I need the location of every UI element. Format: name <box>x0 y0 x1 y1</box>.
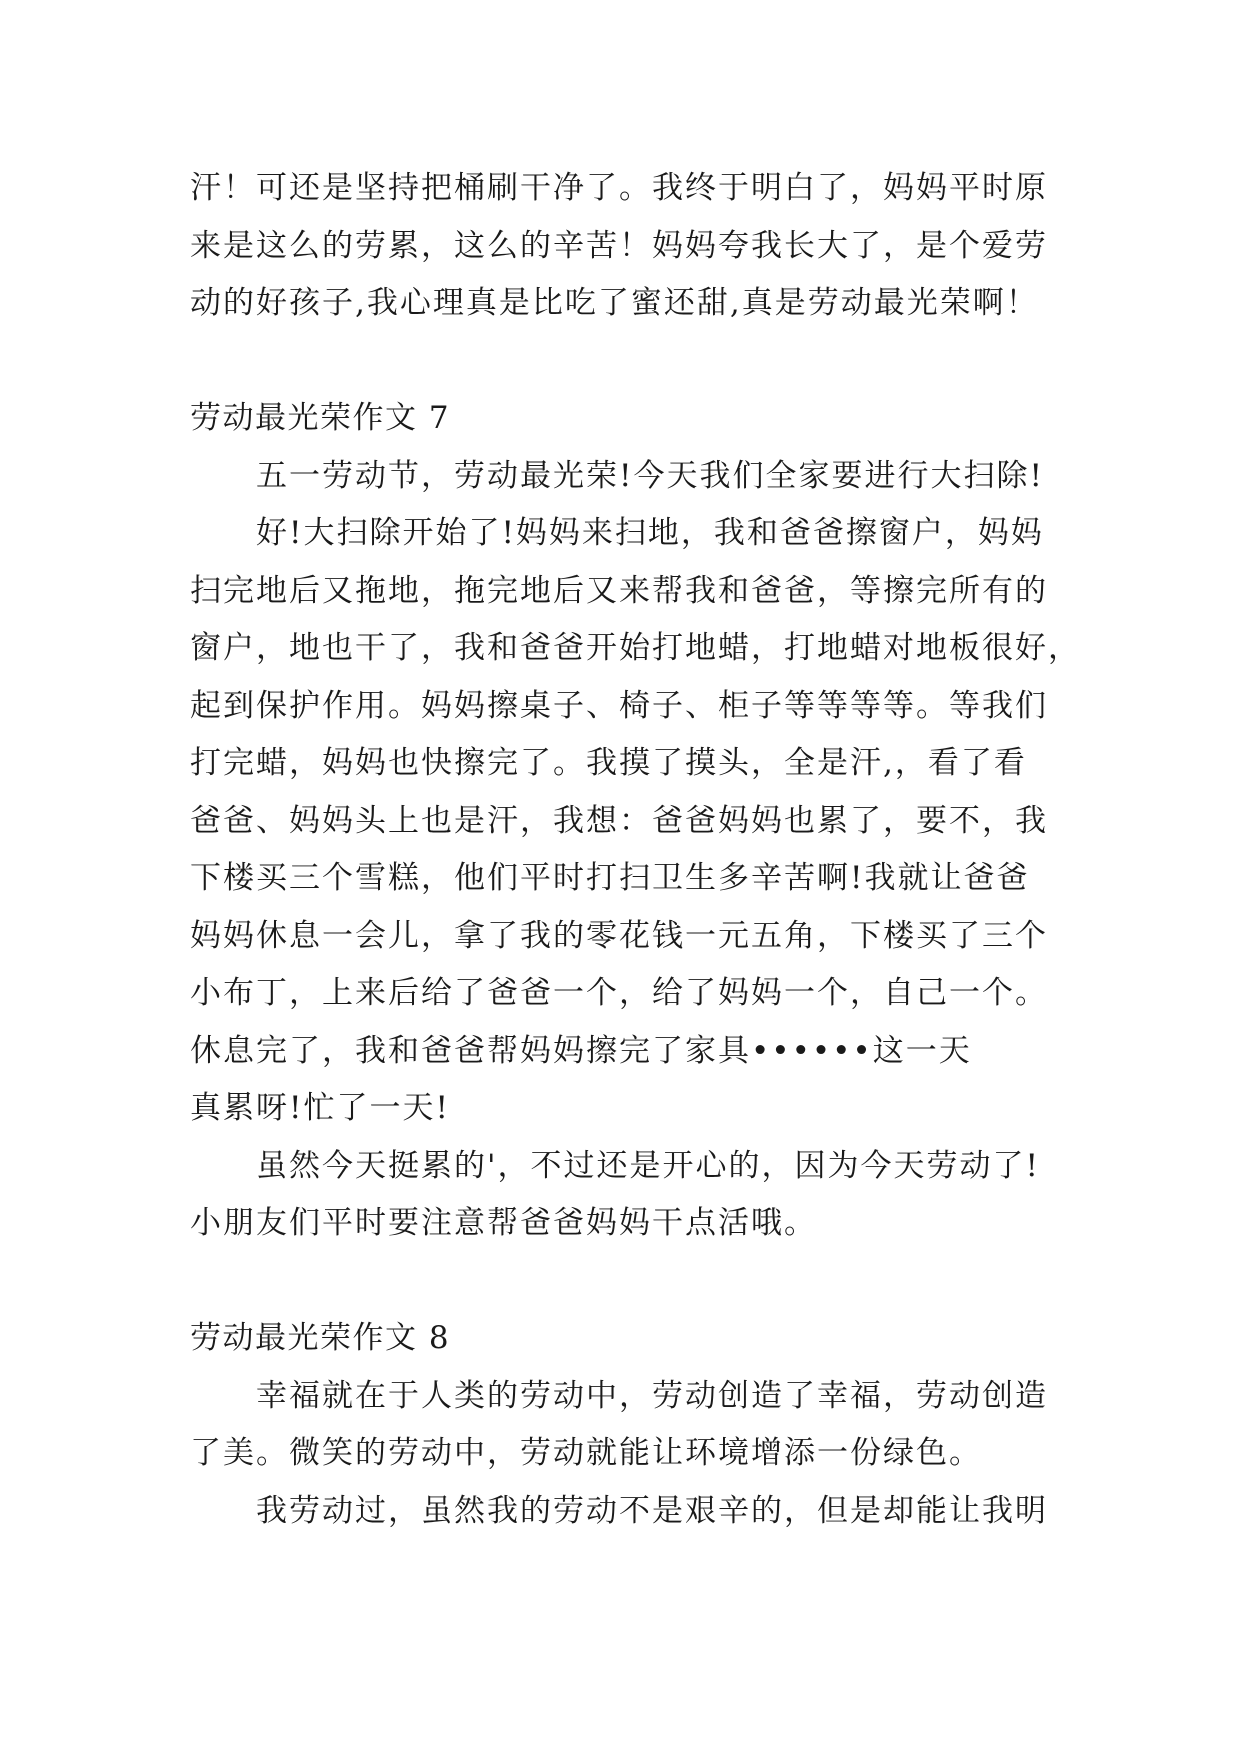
paragraph-line: 小朋友们平时要注意帮爸爸妈妈干点活哦。 <box>190 1205 817 1241</box>
paragraph-line: 起到保护作用。妈妈擦桌子、椅子、柜子等等等等。等我们 <box>190 687 1048 724</box>
section-heading-7: 劳动最光荣作文 7 <box>190 400 451 436</box>
paragraph-line: 小布丁，上来后给了爸爸一个，给了妈妈一个，自己一个。 <box>190 975 1048 1011</box>
paragraph-line: 汗！可还是坚持把桶刷干净了。我终于明白了，妈妈平时原 <box>190 170 1048 206</box>
paragraph-line: 休息完了，我和爸爸帮妈妈擦完了家具••••••这一天 <box>190 1032 972 1069</box>
paragraph-line: 幸福就在于人类的劳动中，劳动创造了幸福，劳动创造 <box>256 1377 1048 1414</box>
paragraph-line: 真累呀!忙了一天! <box>190 1090 450 1126</box>
paragraph-line: 打完蜡，妈妈也快擦完了。我摸了摸头，全是汗,，看了看 <box>190 745 1027 781</box>
paragraph-line: 好!大扫除开始了!妈妈来扫地，我和爸爸擦窗户，妈妈 <box>256 515 1044 551</box>
paragraph-line: 动的好孩子,我心理真是比吃了蜜还甜,真是劳动最光荣啊！ <box>190 285 1039 321</box>
spacer <box>190 333 1070 391</box>
paragraph-line: 妈妈休息一会儿，拿了我的零花钱一元五角，下楼买了三个 <box>190 917 1048 954</box>
paragraph-line: 虽然今天挺累的'，不过还是开心的，因为今天劳动了! <box>256 1147 1040 1184</box>
paragraph-line: 五一劳动节，劳动最光荣!今天我们全家要进行大扫除! <box>256 457 1044 494</box>
paragraph-line: 下楼买三个雪糕，他们平时打扫卫生多辛苦啊!我就让爸爸 <box>190 860 1030 896</box>
spacer <box>190 1253 1070 1311</box>
paragraph-line: 爸爸、妈妈头上也是汗，我想：爸爸妈妈也累了，要不，我 <box>190 802 1048 839</box>
paragraph-line: 我劳动过，虽然我的劳动不是艰辛的，但是却能让我明 <box>256 1492 1048 1529</box>
paragraph-line: 来是这么的劳累，这么的辛苦！妈妈夸我长大了，是个爱劳 <box>190 227 1048 264</box>
paragraph-line: 窗户，地也干了，我和爸爸开始打地蜡，打地蜡对地板很好， <box>190 630 1081 666</box>
paragraph-line: 了美。微笑的劳动中，劳动就能让环境增添一份绿色。 <box>190 1435 982 1471</box>
section-heading-8: 劳动最光荣作文 8 <box>190 1320 451 1356</box>
document-body <box>190 160 1081 1540</box>
paragraph-line: 扫完地后又拖地，拖完地后又来帮我和爸爸，等擦完所有的 <box>190 572 1048 609</box>
